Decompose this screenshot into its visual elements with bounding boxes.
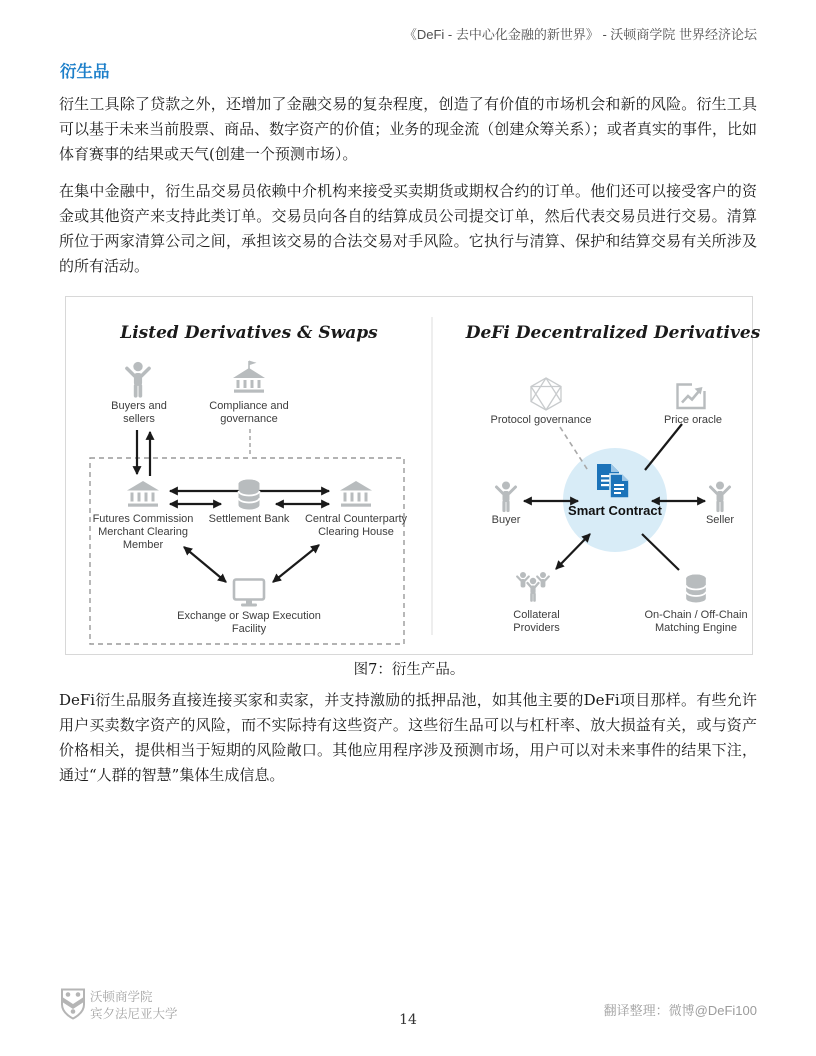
price-oracle-label: Price oracle <box>663 414 723 426</box>
paragraph-1: 衍生工具除了贷款之外，还增加了金融交易的复杂程度，创造了有价值的市场机会和新的风险。衍生工具可以基于未来当前股票、商品、数字资产的价值；业务的现金流（创建众筹关系）；或者真实的事件，比如体育赛事的结果或天气(创建一个预测市场）。 <box>59 95 757 163</box>
page-header: 《DeFi - 去中心化金融的新世界》 - 沃顿商学院 世界经济论坛 <box>403 27 757 42</box>
footer-org-line1: 沃顿商学院 <box>90 990 153 1004</box>
buyers-sellers-label: Buyers and sellers <box>111 400 167 425</box>
protocol-governance-label: Protocol governance <box>490 414 592 426</box>
chart-oracle-icon <box>676 383 706 410</box>
person-icon <box>494 481 518 513</box>
footer-credit: 翻译整理：微博@DeFi100 <box>603 1003 757 1018</box>
smart-contract-documents-icon <box>594 464 632 500</box>
figure-connectors <box>66 297 754 654</box>
paragraph-2: 在集中金融中，衍生品交易员依赖中介机构来接受买卖期货或期权合约的订单。他们还可以接受客户的资金或其他资产来支持此类订单。交易员向各自的结算成员公司提交订单，然后代表交易员进行交易。清算所位于两家清算公司之间，承担该交易的合法交易对手风险。它执行与清算、保护和结算交易有关所涉及的所有活动。 <box>59 182 757 275</box>
matching-engine-label: On-Chain / Off-Chain Matching Engine <box>644 609 748 634</box>
database-icon <box>684 574 708 603</box>
section-heading: 衍生品 <box>60 63 110 81</box>
exchange-facility-label: Exchange or Swap Execution Facility <box>177 610 321 635</box>
footer-org-line2: 宾夕法尼亚大学 <box>90 1007 178 1021</box>
people-group-icon <box>516 571 550 602</box>
person-icon <box>124 361 152 399</box>
database-icon <box>237 479 261 510</box>
compliance-governance-label: Compliance and governance <box>209 400 289 425</box>
paragraph-3: DeFi衍生品服务直接连接买家和卖家，并支持激励的抵押品池，如其他主要的DeFi项目那样。有些允许用户买卖数字资产的风险，而不实际持有这些资产。这些衍生品可以与杠杆率、放大损益有关，或与资产价格相关，提供相当于短期的风险敞口。其他应用程序涉及预测市场，用户可以对未来事件的结果下注，通过“人群的智慧”集体生成信息。 <box>59 691 757 784</box>
settlement-bank-label: Settlement Bank <box>208 513 290 525</box>
seller-label: Seller <box>705 514 735 526</box>
collateral-providers-label: Collateral Providers <box>513 609 560 634</box>
bank-icon <box>126 481 160 508</box>
monitor-icon <box>230 578 268 608</box>
figure-derivatives <box>65 296 761 655</box>
buyer-label: Buyer <box>491 514 521 526</box>
left-panel-title: Listed Derivatives & Swaps <box>120 323 378 343</box>
bank-flag-icon <box>232 359 266 395</box>
page-number: 14 <box>399 1012 417 1028</box>
hexagon-governance-icon <box>528 377 564 411</box>
right-panel-title: DeFi Decentralized Derivatives <box>465 323 761 343</box>
person-icon <box>708 481 732 513</box>
fcm-label: Futures Commission Merchant Clearing Member <box>92 513 194 551</box>
bank-icon <box>339 481 373 508</box>
figure-caption: 图7：衍生产品。 <box>353 662 465 678</box>
smart-contract-label: Smart Contract <box>568 503 662 518</box>
ccp-label: Central Counterparty Clearing House <box>304 513 408 538</box>
